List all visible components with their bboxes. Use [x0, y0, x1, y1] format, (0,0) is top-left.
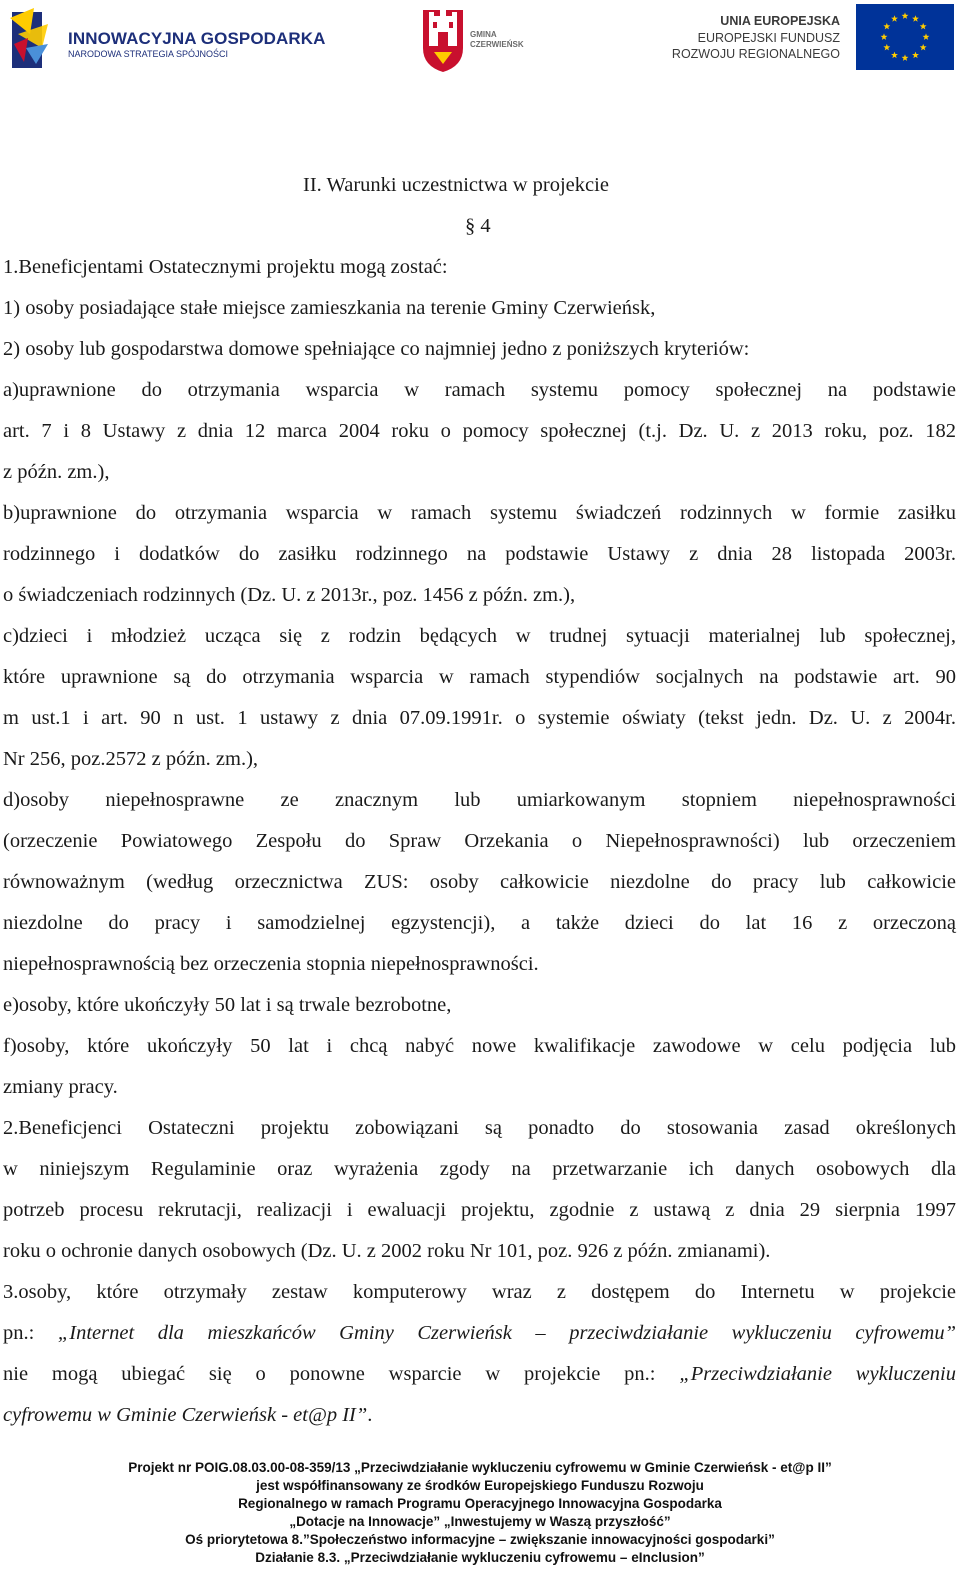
ig-emblem-icon [8, 4, 60, 72]
text-line: które uprawnione są do otrzymania wsparcia w ramach stypendiów socjalnych na podstawie art. 90 [3, 666, 956, 688]
text-line: 2.Beneficjenci Ostateczni projektu zobowiązani są ponadto do stosowania zasad określonych [3, 1117, 956, 1139]
text-line: b)uprawnione do otrzymania wsparcia w ramach systemu świadczeń rodzinnych w formie zasiłku [3, 502, 956, 524]
footer-line: Projekt nr POIG.08.03.00-08-359/13 „Przeciwdziałanie wykluczeniu cyfrowemu w Gminie Czerwieńsk - et@p II” [128, 1460, 832, 1475]
text-line: art. 7 i 8 Ustawy z dnia 12 marca 2004 roku o pomocy społecznej (t.j. Dz. U. z 2013 roku, poz. 182 [3, 420, 956, 442]
gmina-line1: GMINA [470, 30, 497, 39]
footer-line: Regionalnego w ramach Programu Operacyjnego Innowacyjna Gospodarka [238, 1496, 722, 1511]
text-line: 2) osoby lub gospodarstwa domowe spełniające co najmniej jedno z poniższych kryteriów: [3, 338, 750, 360]
innowacyjna-gospodarka-logo [8, 4, 326, 72]
footer-line: Oś priorytetowa 8.”Społeczeństwo informacyjne – zwiększanie innowacyjności gospodarki” [185, 1532, 775, 1547]
text-line: m ust.1 i art. 90 n ust. 1 ustawy z dnia 07.09.1991r. o systemie oświaty (tekst jedn. Dz. U. z 2004r. [3, 707, 956, 729]
text-span: nie mogą ubiegać się o ponowne wsparcie w projekcie pn.: [3, 1363, 656, 1385]
ue-line3: ROZWOJU REGIONALNEGO [671, 47, 840, 61]
crest-icon [420, 2, 466, 74]
text-line: a)uprawnione do otrzymania wsparcia w ramach systemu pomocy społecznej na podstawie [3, 379, 956, 401]
text-span: pn.: [3, 1322, 35, 1344]
text-span: . [367, 1404, 373, 1426]
section-heading: II. Warunki uczestnictwa w projekcie [303, 174, 609, 196]
text-line: w niniejszym Regulaminie oraz wyrażenia zgody na przetwarzanie ich danych osobowych dla [3, 1158, 956, 1180]
project-title-italic: cyfrowemu w Gminie Czerwieńsk - et@p II” [3, 1404, 368, 1426]
eu-flag-icon [856, 4, 954, 70]
text-line: f)osoby, które ukończyły 50 lat i chcą nabyć nowe kwalifikacje zawodowe w celu podjęcia lub [3, 1035, 956, 1057]
text-line [3, 1362, 956, 1386]
text-line: (orzeczenie Powiatowego Zespołu do Spraw Orzekania o Niepełnosprawności) lub orzeczeniem [3, 830, 956, 852]
project-title-italic: „Przeciwdziałanie wykluczeniu [679, 1363, 956, 1385]
text-line: Nr 256, poz.2572 z późn. zm.), [3, 748, 259, 770]
text-line: o świadczeniach rodzinnych (Dz. U. z 2013r., poz. 1456 z późn. zm.), [3, 584, 576, 606]
footer-line: jest współfinansowany ze środków Europejskiego Funduszu Rozwoju [256, 1478, 704, 1493]
text-line: 3.osoby, które otrzymały zestaw komputerowy wraz z dostępem do Internetu w projekcie [3, 1281, 956, 1303]
ue-line1: UNIA EUROPEJSKA [720, 14, 840, 28]
text-line [3, 1403, 956, 1427]
text-line: potrzeb procesu rekrutacji, realizacji i ewaluacji projektu, zgodnie z ustawą z dnia 29 sierpnia 1997 [3, 1199, 956, 1221]
footer-line: Działanie 8.3. „Przeciwdziałanie wykluczeniu cyfrowemu – eInclusion” [255, 1550, 705, 1565]
text-line: e)osoby, które ukończyły 50 lat i są trwale bezrobotne, [3, 994, 452, 1016]
text-line: roku o ochronie danych osobowych (Dz. U. z 2002 roku Nr 101, poz. 926 z późn. zmianami). [3, 1240, 771, 1262]
text-line [3, 1321, 956, 1345]
text-line: z późn. zm.), [3, 461, 110, 483]
text-line: d)osoby niepełnosprawne ze znacznym lub umiarkowanym stopniem niepełnosprawności [3, 789, 956, 811]
text-line: niezdolne do pracy i samodzielnej egzystencji), a także dzieci do lat 16 z orzeczoną [3, 912, 956, 934]
ig-title: INNOWACYJNA GOSPODARKA [68, 29, 326, 48]
unia-europejska-logo [671, 4, 954, 70]
gmina-name [470, 30, 524, 50]
gmina-line2: CZERWIEŃSK [470, 40, 524, 49]
ig-subtitle: NARODOWA STRATEGIA SPÓJNOŚCI [68, 49, 229, 59]
text-line: 1) osoby posiadające stałe miejsce zamieszkania na terenie Gminy Czerwieńsk, [3, 297, 656, 319]
text-line: niepełnosprawnością bez orzeczenia stopnia niepełnosprawności. [3, 953, 539, 975]
text-line: zmiany pracy. [3, 1076, 118, 1098]
text-line: równoważnym (według orzecznictwa ZUS: osoby całkowicie niezdolne do pracy lub całkowicie [3, 871, 956, 893]
footer-line: „Dotacje na Innowacje” „Inwestujemy w Waszą przyszłość” [289, 1514, 671, 1529]
project-title-italic: „Internet dla mieszkańców Gminy Czerwieńsk – przeciwdziałanie wykluczeniu cyfrowemu” [57, 1322, 956, 1344]
text-line: c)dzieci i młodzież ucząca się z rodzin będących w trudnej sytuacji materialnej lub społecznej, [3, 625, 956, 647]
text-line: rodzinnego i dodatków do zasiłku rodzinnego na podstawie Ustawy z dnia 28 listopada 2003r. [3, 543, 956, 565]
gmina-czerwiensk-logo [420, 2, 530, 74]
paragraph-mark: § 4 [465, 215, 491, 237]
text-line: 1.Beneficjentami Ostatecznymi projektu mogą zostać: [3, 256, 448, 278]
ue-line2: EUROPEJSKI FUNDUSZ [697, 31, 840, 45]
